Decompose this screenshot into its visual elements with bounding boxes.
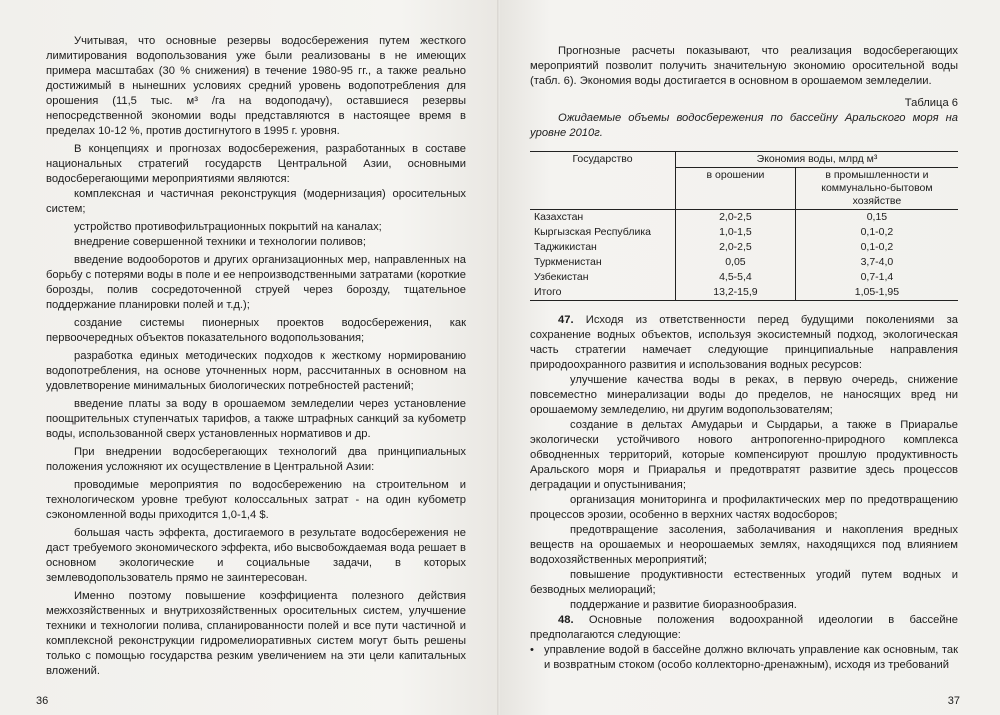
list-item: большая часть эффекта, достигаемого в результате водосбережения не даст требуемого экономического эффекта, ибо высвобождаемая вода решает в основном экологические и социальные задачи, в которых землеводопользователь прямо не заинтересован. [46, 527, 466, 584]
table-title: Ожидаемые объемы водосбережения по бассейну Аральского моря на уровне 2010г. [530, 112, 958, 139]
paragraph: Именно поэтому повышение коэффициента полезного действия межхозяйственных и внутрихозяйственных оросительных систем, улучшение техники и технологии полива, спланированности полей и все пути частичной и комплексной реконструкции гидромелиоративных систем могут быть решены только с помощью государства резким увеличением на эти цели капитальных вложений. [46, 590, 466, 677]
table-row [530, 225, 958, 240]
list-item: создание в дельтах Амударьи и Сырдарьи, а также в Приаралье экологически устойчивого нового антропогенно-природного комплекса обводненных территорий, которые компенсируют прошлую продуктивность Аральского моря и Приаралья и предотвратят развитие здесь процессов деградации и опустынивания; [530, 419, 958, 491]
paragraph-48 [530, 613, 958, 643]
cell-irrigation: 13,2-15,9 [676, 285, 796, 301]
cell-irrigation: 0,05 [676, 255, 796, 270]
cell-state: Итого [530, 285, 676, 301]
cell-industry: 0,1-0,2 [795, 225, 958, 240]
table-row-total [530, 285, 958, 301]
cell-industry: 0,7-1,4 [795, 270, 958, 285]
cell-industry: 3,7-4,0 [795, 255, 958, 270]
list-item: улучшение качества воды в реках, в первую очередь, снижение повсеместно минерализации воды до пределов, не наносящих вред ни орошаемому земледелию, ни другим водопользователям; [530, 374, 958, 416]
table-caption: Таблица 6 [904, 97, 958, 109]
bullet-item [530, 643, 958, 673]
list-item: предотвращение засоления, заболачивания и накопления вредных веществ на орошаемых и неорошаемых землях, находящихся под влиянием водохозяйственных мероприятий; [530, 524, 958, 566]
list-item: введение водооборотов и других организационных мер, направленных на борьбу с потерями воды в поле и ее непроизводственными затратами (короткие борозды, полив сосредоточенной струей через борозду, тщательное поддержание планировки полей и т.д.); [46, 254, 466, 311]
column-header-industry: в промышленности и коммунально-бытовом хозяйстве [795, 168, 958, 210]
list-item: поддержание и развитие биоразнообразия. [570, 599, 797, 611]
paragraph: Прогнозные расчеты показывают, что реализация водосберегающих мероприятий позволит получить значительную экономию оросительной воды (табл. 6). Экономия воды достигается в основном в орошаемом земледелии. [530, 45, 958, 87]
column-header-state: Государство [530, 152, 676, 210]
paragraph-47 [530, 313, 958, 373]
cell-state: Таджикистан [534, 241, 597, 253]
column-header-irrigation: в орошении [676, 168, 796, 210]
cell-state: Узбекистан [534, 271, 589, 283]
cell-industry: 1,05-1,95 [795, 285, 958, 301]
water-savings-table [530, 151, 958, 301]
table-row [530, 270, 958, 285]
paragraph: При внедрении водосберегающих технологий два принципиальных положения усложняют их осуществление в Центральной Азии: [46, 446, 466, 473]
paragraph: Учитывая, что основные резервы водосбережения путем жесткого лимитирования водопользования уже были реализованы в не имеющих примера масштабах (30 % снижения) в течение 1980-95 гг., а также реально достижимый в нынешних условиях средний уровень водопотребления для орошения (11,5 тыс. м³ /га на водоподачу), оставшиеся резервы непосредственной экономии воды представляются в настоящее время в пределах 10-12 %, против достигнутого в 1995 г. уровня. [46, 35, 466, 137]
cell-industry: 0,1-0,2 [795, 240, 958, 255]
list-item: проводимые мероприятия по водосбережению на строительном и технологическом уровне требуют колоссальных затрат - на один кубометр сэкономленной воды приходится 1,0-1,4 $. [46, 479, 466, 521]
list-item: устройство противофильтрационных покрытий на каналах; [74, 221, 382, 233]
list-item: создание системы пионерных проектов водосбережения, как первоочередных объектов показательного водопользования; [46, 317, 466, 344]
table-row [530, 240, 958, 255]
paragraph-text: Исходя из ответственности перед будущими поколениями за сохранение водных объектов, используя экосистемный подход, экологическая часть стратегии намечает следующие принципиальные направления природоохранного развития и использования водных ресурсов: [530, 314, 958, 371]
cell-irrigation: 2,0-2,5 [676, 210, 796, 226]
table-row [530, 210, 958, 226]
cell-irrigation: 2,0-2,5 [676, 240, 796, 255]
table-row [530, 255, 958, 270]
bullet-icon: • [530, 644, 534, 656]
list-item: организация мониторинга и профилактических мер по предотвращению процессов эрозии, особенно в верхних частях водосборов; [530, 494, 958, 521]
page-number: 36 [36, 695, 49, 707]
list-item: комплексная и частичная реконструкция (модернизация) оросительных систем; [46, 188, 466, 215]
cell-irrigation: 4,5-5,4 [676, 270, 796, 285]
section-number: 47. [558, 314, 574, 326]
list-item: введение платы за воду в орошаемом земледелии через установление поощрительных ступенчатых тарифов, а также штрафных санкций за кубометр воды, использованной сверх установленных нормативов и др. [46, 398, 466, 440]
bullet-text: управление водой в бассейне должно включать управление как основным, так и возвратным стоком (особо коллекторно-дренажным), исходя из требований [544, 644, 958, 671]
cell-state: Кыргызская Республика [534, 226, 651, 238]
cell-irrigation: 1,0-1,5 [676, 225, 796, 240]
list-item: внедрение совершенной техники и технологии поливов; [74, 236, 366, 248]
right-page [500, 0, 1000, 715]
page-number: 37 [947, 695, 960, 707]
list-item: повышение продуктивности естественных угодий путем водных и безводных мелиораций; [530, 569, 958, 596]
paragraph: В концепциях и прогнозах водосбережения, разработанных в составе национальных стратегий государств Центральной Азии, основными водосберегающими мероприятиями являются: [46, 143, 466, 185]
cell-state: Туркменистан [534, 256, 602, 268]
section-number: 48. [558, 614, 574, 626]
list-item: разработка единых методических подходов к жесткому нормированию водопотребления, на основе уточненных норм, рассчитанных в основном на удовлетворение минимальных биологических потребностей растений; [46, 350, 466, 392]
cell-industry: 0,15 [795, 210, 958, 226]
column-header-group: Экономия воды, млрд м³ [676, 152, 958, 168]
paragraph-text: Основные положения водоохранной идеологии в бассейне предполагаются следующие: [530, 614, 958, 641]
cell-state: Казахстан [534, 211, 584, 223]
